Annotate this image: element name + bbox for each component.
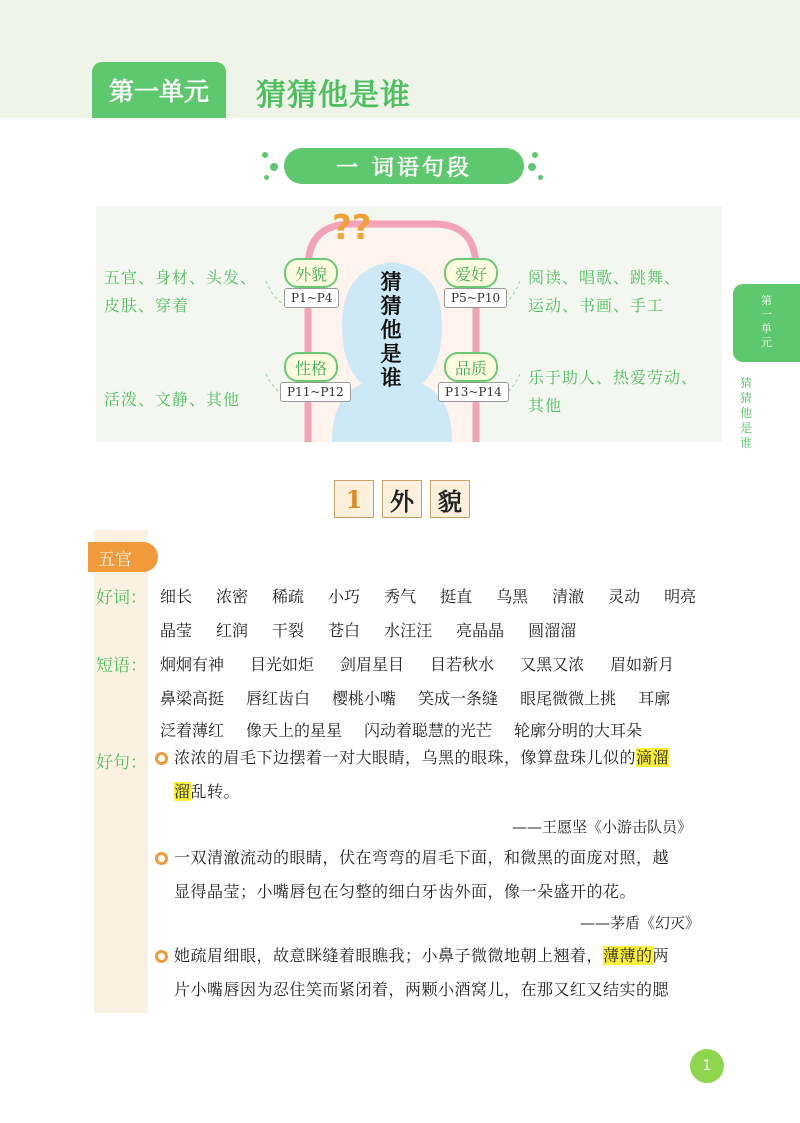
word-item: 剑眉星目: [340, 655, 405, 674]
unit-title: 猜猜他是谁: [256, 78, 411, 113]
good-words-line: [160, 584, 696, 607]
mindmap-keywords-appearance: [104, 264, 257, 320]
word-item: 像天上的星星: [246, 721, 343, 740]
word-item: 浓密: [216, 587, 249, 606]
decor-dot: [532, 152, 538, 158]
sentence-text: 片小嘴唇因为忍住笑而紧闭着，两颗小酒窝儿，在那又红又结实的腮: [174, 980, 670, 999]
keyword-line: 活泼、文静、其他: [104, 390, 241, 409]
side-unit-title: 猜猜他是谁: [740, 376, 753, 450]
word-item: 樱桃小嘴: [332, 689, 397, 708]
sentence-text: 浓浓的眉毛下边摆着一对大眼睛，乌黑的眼珠，像算盘珠儿似的: [174, 748, 637, 767]
keyword-line: 皮肤、穿着: [104, 296, 190, 315]
mindmap-keywords-personality: [104, 386, 240, 414]
phrases-label: 短语：: [96, 656, 147, 676]
lesson-number: 1: [334, 480, 374, 518]
sentence-3: [174, 939, 714, 1007]
good-words-label: 好词：: [96, 588, 147, 608]
word-item: 泛着薄红: [160, 721, 225, 740]
sentence-text: 她疏眉细眼，故意眯缝着眼瞧我；小鼻子微微地朝上翘着，: [174, 946, 604, 965]
keyword-line: 运动、书画、手工: [528, 296, 665, 315]
word-item: 稀疏: [272, 587, 305, 606]
mindmap-pages-hobby: P5~P10: [444, 288, 507, 308]
sentence-text: 一双清澈流动的眼睛，伏在弯弯的眉毛下面，和微黑的面庞对照，越: [174, 848, 670, 867]
decor-dot: [528, 163, 536, 171]
decor-dot: [270, 163, 278, 171]
keyword-line: 阅读、唱歌、跳舞、: [528, 268, 682, 287]
lesson-title: [334, 480, 470, 518]
sentence-text: 两: [652, 946, 670, 965]
word-item: 炯炯有神: [160, 655, 225, 674]
sentences-label: 好句：: [96, 753, 147, 773]
mind-map: [96, 206, 722, 442]
mindmap-pages-appearance: P1~P4: [284, 288, 339, 308]
lesson-char: 貌: [430, 480, 470, 518]
word-item: 红润: [216, 621, 249, 640]
word-item: 秀气: [384, 587, 417, 606]
side-unit-tab: [733, 284, 800, 362]
mindmap-node-quality: 品质: [444, 352, 498, 382]
category-tag: 五官: [88, 542, 158, 572]
word-item: 明亮: [664, 587, 697, 606]
word-item: 细长: [160, 587, 193, 606]
section-title: 一 词语句段: [284, 148, 524, 184]
word-item: 亮晶晶: [456, 621, 505, 640]
word-item: 鼻梁高挺: [160, 689, 225, 708]
highlight-text: 薄薄的: [603, 946, 653, 965]
decor-dot: [264, 175, 269, 180]
word-item: 乌黑: [496, 587, 529, 606]
word-item: 挺直: [440, 587, 473, 606]
sentence-2: [174, 841, 714, 909]
sentence-2-source: ——茅盾《幻灭》: [580, 914, 701, 932]
word-item: 目若秋水: [430, 655, 495, 674]
word-item: 眉如新月: [610, 655, 675, 674]
keyword-line: 乐于助人、热爱劳动、: [528, 368, 699, 387]
section-banner: [262, 146, 546, 186]
mindmap-node-appearance: 外貌: [284, 258, 338, 288]
word-item: 目光如炬: [250, 655, 315, 674]
decor-dot: [538, 175, 543, 180]
sentence-1: [174, 741, 714, 809]
question-marks-icon: ??: [332, 208, 372, 248]
bullet-icon: [155, 852, 168, 865]
mindmap-pages-personality: P11~P12: [280, 382, 351, 402]
side-unit-label: 第一单元: [761, 294, 772, 349]
good-words-line: [160, 618, 576, 641]
word-item: 轮廓分明的大耳朵: [514, 721, 643, 740]
word-item: 清澈: [552, 587, 585, 606]
mindmap-keywords-quality: [528, 364, 698, 420]
sentence-1-source: ——王愿坚《小游击队员》: [512, 818, 693, 836]
sentence-text: 显得晶莹；小嘴唇包在匀整的细白牙齿外面，像一朵盛开的花。: [174, 882, 637, 901]
word-item: 眼尾微微上挑: [520, 689, 617, 708]
word-item: 苍白: [328, 621, 361, 640]
word-item: 耳廓: [638, 689, 671, 708]
highlight-text: 滴溜: [636, 748, 670, 767]
decor-dot: [262, 152, 268, 158]
bullet-icon: [155, 950, 168, 963]
sentence-text: 乱转。: [190, 782, 241, 801]
mindmap-pages-quality: P13~P14: [438, 382, 509, 402]
phrases-line: [160, 718, 642, 741]
word-item: 灵动: [608, 587, 641, 606]
word-item: 干裂: [272, 621, 305, 640]
highlight-text: 溜: [174, 782, 191, 801]
word-item: 圆溜溜: [528, 621, 577, 640]
word-item: 晶莹: [160, 621, 193, 640]
word-item: 小巧: [328, 587, 361, 606]
lesson-char: 外: [382, 480, 422, 518]
phrases-line: [160, 686, 670, 709]
word-item: 水汪汪: [384, 621, 433, 640]
keyword-line: 其他: [528, 396, 563, 415]
phrases-line: [160, 652, 674, 675]
mindmap-keywords-hobby: [528, 264, 681, 320]
word-item: 笑成一条缝: [418, 689, 499, 708]
page-number: 1: [690, 1049, 724, 1083]
keyword-line: 五官、身材、头发、: [104, 268, 258, 287]
word-item: 又黑又浓: [520, 655, 585, 674]
bullet-icon: [155, 752, 168, 765]
unit-label-tab: 第一单元: [92, 62, 226, 118]
mindmap-node-personality: 性格: [284, 352, 338, 382]
mindmap-node-hobby: 爱好: [444, 258, 498, 288]
mindmap-center-title: 猜猜他是谁: [380, 270, 402, 390]
word-item: 唇红齿白: [246, 689, 311, 708]
word-item: 闪动着聪慧的光芒: [364, 721, 493, 740]
